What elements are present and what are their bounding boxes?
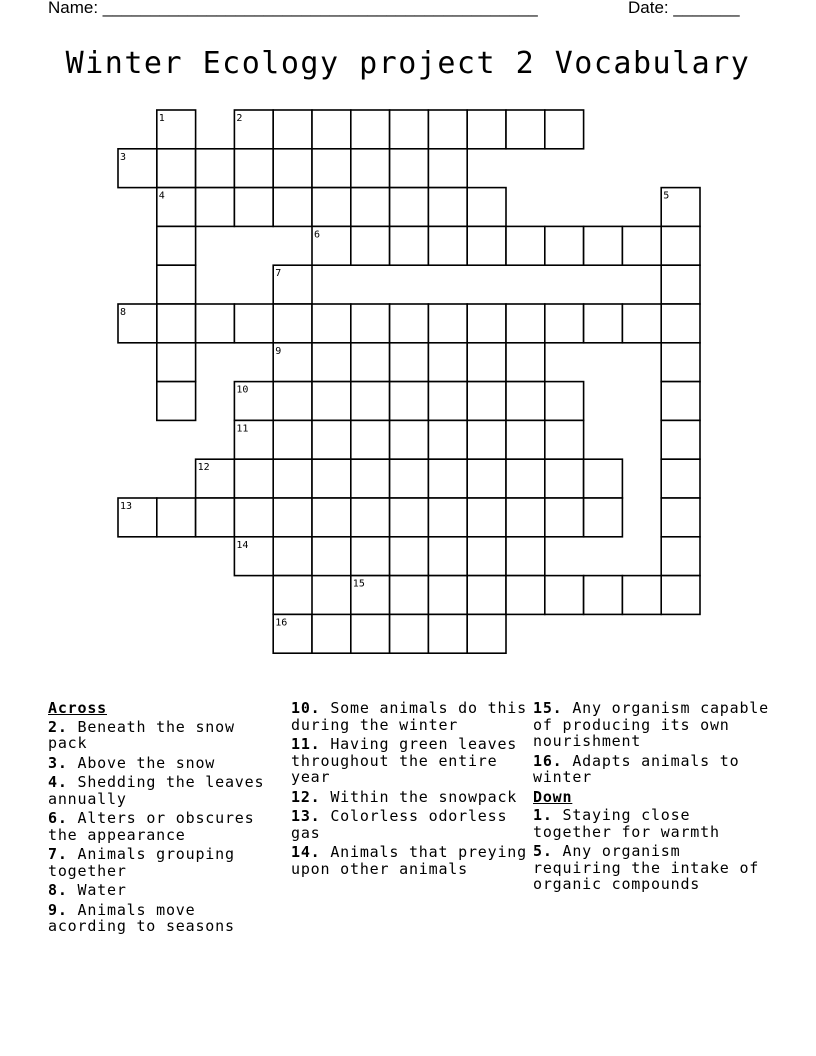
- clue-number: 5.: [533, 842, 553, 860]
- clue-item: [291, 789, 529, 806]
- clue-number: 15.: [533, 699, 563, 717]
- crossword-cell[interactable]: [545, 459, 584, 498]
- crossword-cell[interactable]: [390, 226, 429, 265]
- crossword-cell[interactable]: [234, 304, 273, 343]
- crossword-cell[interactable]: [390, 343, 429, 382]
- crossword-cell[interactable]: [351, 188, 390, 227]
- clue-column-1: [48, 700, 280, 938]
- clue-text: Animals that preying upon other animals: [291, 843, 527, 878]
- clue-column-2: [291, 700, 529, 880]
- crossword-cell[interactable]: [351, 459, 390, 498]
- crossword-cell[interactable]: [661, 420, 700, 459]
- crossword-cell[interactable]: [351, 110, 390, 149]
- crossword-cell[interactable]: [584, 498, 623, 537]
- crossword-cell[interactable]: [661, 265, 700, 304]
- crossword-cell[interactable]: [351, 226, 390, 265]
- clue-text: Staying close together for warmth: [533, 806, 720, 841]
- crossword-cell[interactable]: [467, 459, 506, 498]
- clue-item: [48, 846, 280, 879]
- crossword-cell[interactable]: [506, 343, 545, 382]
- crossword-cell[interactable]: [390, 420, 429, 459]
- crossword-cell[interactable]: [273, 576, 312, 615]
- crossword-cell[interactable]: [428, 110, 467, 149]
- clue-text: Alters or obscures the appearance: [48, 809, 255, 844]
- crossword-cell[interactable]: [467, 537, 506, 576]
- clue-number: 14.: [291, 843, 321, 861]
- clue-number: 8.: [48, 881, 68, 899]
- crossword-cell[interactable]: [428, 498, 467, 537]
- crossword-cell[interactable]: [584, 226, 623, 265]
- crossword-cell[interactable]: [428, 576, 467, 615]
- crossword-cell[interactable]: [312, 343, 351, 382]
- crossword-cell[interactable]: [390, 498, 429, 537]
- crossword-cell[interactable]: [312, 537, 351, 576]
- clue-number-label: 2: [236, 113, 243, 124]
- clue-item: [48, 755, 280, 772]
- crossword-cell[interactable]: [506, 382, 545, 421]
- crossword-cell[interactable]: [196, 188, 235, 227]
- clue-text: Water: [67, 881, 127, 899]
- crossword-cell[interactable]: [312, 459, 351, 498]
- crossword-cell[interactable]: [157, 304, 196, 343]
- crossword-cell[interactable]: [390, 304, 429, 343]
- crossword-cell[interactable]: [467, 614, 506, 653]
- crossword-cell[interactable]: [545, 226, 584, 265]
- clue-number-label: 11: [236, 423, 249, 435]
- crossword-cell[interactable]: [428, 614, 467, 653]
- clue-number-label: 3: [120, 151, 127, 163]
- crossword-cell[interactable]: [273, 498, 312, 537]
- crossword-cell[interactable]: [312, 420, 351, 459]
- clue-list: [0, 700, 816, 1040]
- clue-number-label: 9: [275, 345, 282, 357]
- crossword-cell[interactable]: [506, 110, 545, 149]
- crossword-cell[interactable]: [661, 304, 700, 343]
- clue-number: 4.: [48, 773, 68, 791]
- crossword-cell[interactable]: [428, 459, 467, 498]
- crossword-cell[interactable]: [273, 382, 312, 421]
- clue-text: Any organism capable of producing its own nourishment: [533, 699, 769, 750]
- clue-text: Animals grouping together: [48, 845, 235, 880]
- clue-number: 3.: [48, 753, 68, 772]
- clue-number: 10.: [291, 699, 321, 717]
- clue-number-label: 1: [158, 113, 165, 124]
- clue-item: [48, 882, 280, 899]
- crossword-cell[interactable]: [428, 343, 467, 382]
- crossword-cell[interactable]: [545, 420, 584, 459]
- crossword-cell[interactable]: [312, 304, 351, 343]
- crossword-cell[interactable]: [390, 537, 429, 576]
- crossword-cell[interactable]: [312, 149, 351, 188]
- clue-text: Colorless odorless gas: [291, 807, 508, 842]
- crossword-cell[interactable]: [506, 226, 545, 265]
- crossword-cell[interactable]: [428, 149, 467, 188]
- crossword-cell[interactable]: [234, 459, 273, 498]
- crossword-cell[interactable]: [390, 188, 429, 227]
- clue-text: Any organism requiring the intake of organic compounds: [533, 842, 760, 893]
- clue-text: Beneath the snow pack: [48, 717, 235, 752]
- crossword-cell[interactable]: [428, 420, 467, 459]
- crossword-cell[interactable]: [157, 498, 196, 537]
- crossword-cell[interactable]: [312, 188, 351, 227]
- crossword-cell[interactable]: [661, 537, 700, 576]
- clue-text: Within the snowpack: [320, 787, 518, 806]
- crossword-cell[interactable]: [351, 537, 390, 576]
- crossword-cell[interactable]: [390, 459, 429, 498]
- crossword-cell[interactable]: [157, 226, 196, 265]
- crossword-cell[interactable]: [196, 498, 235, 537]
- crossword-cell[interactable]: [506, 459, 545, 498]
- crossword-cell[interactable]: [661, 343, 700, 382]
- clue-number: 2.: [48, 717, 68, 736]
- crossword-cell[interactable]: [545, 498, 584, 537]
- crossword-cell[interactable]: [545, 382, 584, 421]
- clue-item: [291, 844, 529, 877]
- crossword-cell[interactable]: [390, 576, 429, 615]
- crossword-cell[interactable]: [467, 576, 506, 615]
- crossword-cell[interactable]: [545, 110, 584, 149]
- crossword-cell[interactable]: [157, 382, 196, 421]
- clue-number: 9.: [48, 900, 68, 919]
- date-field[interactable]: Date: _______: [628, 0, 740, 17]
- crossword-cell[interactable]: [273, 110, 312, 149]
- crossword-cell[interactable]: [467, 226, 506, 265]
- crossword-cell[interactable]: [157, 149, 196, 188]
- crossword-cell[interactable]: [428, 382, 467, 421]
- clue-number-label: 13: [120, 501, 133, 512]
- clue-item: [533, 753, 773, 786]
- crossword-cell[interactable]: [661, 382, 700, 421]
- crossword-cell[interactable]: [312, 382, 351, 421]
- crossword-cell[interactable]: [622, 576, 661, 615]
- crossword-cell[interactable]: [157, 265, 196, 304]
- crossword-cell[interactable]: [428, 226, 467, 265]
- crossword-cell[interactable]: [506, 498, 545, 537]
- crossword-cell[interactable]: [157, 343, 196, 382]
- crossword-cell[interactable]: [467, 110, 506, 149]
- clue-number: 1.: [533, 806, 553, 824]
- crossword-cell[interactable]: [584, 459, 623, 498]
- crossword-cell[interactable]: [351, 343, 390, 382]
- down-heading: Down: [533, 787, 573, 806]
- crossword-cell[interactable]: [390, 382, 429, 421]
- crossword-cell[interactable]: [234, 188, 273, 227]
- crossword-cell[interactable]: [506, 576, 545, 615]
- crossword-cell[interactable]: [390, 614, 429, 653]
- crossword-cell[interactable]: [351, 304, 390, 343]
- clue-text: Adapts animals to winter: [533, 751, 740, 786]
- clue-number-label: 10: [236, 384, 249, 396]
- crossword-cell[interactable]: [545, 576, 584, 615]
- clue-number-label: 7: [275, 268, 282, 280]
- clue-number: 7.: [48, 845, 68, 863]
- crossword-cell[interactable]: [273, 149, 312, 188]
- crossword-cell[interactable]: [273, 188, 312, 227]
- clue-item: [533, 807, 773, 840]
- crossword-cell[interactable]: [622, 304, 661, 343]
- crossword-cell[interactable]: [467, 498, 506, 537]
- clue-item: [291, 808, 529, 841]
- clue-text: Animals move acording to seasons: [48, 900, 235, 935]
- crossword-cell[interactable]: [506, 537, 545, 576]
- clue-number: 11.: [291, 735, 321, 753]
- clue-text: Some animals do this during the winter: [291, 699, 527, 734]
- crossword-cell[interactable]: [273, 537, 312, 576]
- crossword-cell[interactable]: [661, 576, 700, 615]
- crossword-cell[interactable]: [661, 498, 700, 537]
- crossword-cell[interactable]: [428, 188, 467, 227]
- crossword-cell[interactable]: [467, 188, 506, 227]
- crossword-cell[interactable]: [351, 149, 390, 188]
- clue-item: [48, 810, 280, 843]
- clue-text: Shedding the leaves annually: [48, 773, 265, 808]
- crossword-cell[interactable]: [351, 382, 390, 421]
- clue-item: [533, 700, 773, 750]
- clue-number-label: 5: [663, 190, 670, 202]
- crossword-cell[interactable]: [312, 498, 351, 537]
- crossword-cell[interactable]: [273, 420, 312, 459]
- clue-column-3: [533, 700, 773, 896]
- page-title: Winter Ecology project 2 Vocabulary: [65, 46, 751, 81]
- clue-number-label: 12: [197, 462, 210, 474]
- crossword-cell[interactable]: [545, 304, 584, 343]
- clue-text: Above the snow: [67, 753, 216, 772]
- crossword-cell[interactable]: [428, 537, 467, 576]
- crossword-cell[interactable]: [196, 149, 235, 188]
- clue-number-label: 4: [158, 190, 165, 202]
- crossword-cell[interactable]: [428, 304, 467, 343]
- crossword-cell[interactable]: [506, 420, 545, 459]
- clue-number: 6.: [48, 809, 68, 827]
- clue-item: [533, 843, 773, 893]
- clue-number-label: 14: [236, 539, 249, 551]
- crossword-cell[interactable]: [584, 576, 623, 615]
- crossword-cell[interactable]: [234, 149, 273, 188]
- clue-number: 16.: [533, 751, 563, 770]
- crossword-cell[interactable]: [234, 498, 273, 537]
- crossword-cell[interactable]: [622, 226, 661, 265]
- crossword-cell[interactable]: [467, 382, 506, 421]
- clue-item: [291, 700, 529, 733]
- clue-item: [48, 902, 280, 935]
- clue-item: [291, 736, 529, 786]
- across-heading: Across: [48, 699, 107, 717]
- name-field[interactable]: Name: ______________________________________________: [48, 0, 538, 17]
- clue-number-label: 6: [314, 229, 321, 241]
- crossword-cell[interactable]: [467, 343, 506, 382]
- crossword-cell[interactable]: [312, 614, 351, 653]
- crossword-cell[interactable]: [273, 304, 312, 343]
- crossword-cell[interactable]: [196, 304, 235, 343]
- crossword-cell[interactable]: [351, 420, 390, 459]
- clue-item: [48, 774, 280, 807]
- crossword-cell[interactable]: [390, 149, 429, 188]
- crossword-cell[interactable]: [351, 498, 390, 537]
- clue-item: [48, 719, 280, 752]
- clue-text: Having green leaves throughout the entire year: [291, 735, 518, 786]
- crossword-cell[interactable]: [273, 459, 312, 498]
- clue-number: 12.: [291, 787, 321, 806]
- crossword-cell[interactable]: [661, 226, 700, 265]
- clue-number-label: 15: [352, 578, 365, 590]
- crossword-cell[interactable]: [467, 420, 506, 459]
- crossword-cell[interactable]: [390, 110, 429, 149]
- crossword-cell[interactable]: [661, 459, 700, 498]
- crossword-cell[interactable]: [312, 110, 351, 149]
- crossword-cell[interactable]: [506, 304, 545, 343]
- clue-number-label: 16: [275, 617, 288, 629]
- crossword-cell[interactable]: [351, 614, 390, 653]
- crossword-cell[interactable]: [467, 304, 506, 343]
- clue-number: 13.: [291, 807, 321, 825]
- clue-number-label: 8: [120, 307, 127, 318]
- crossword-cell[interactable]: [584, 304, 623, 343]
